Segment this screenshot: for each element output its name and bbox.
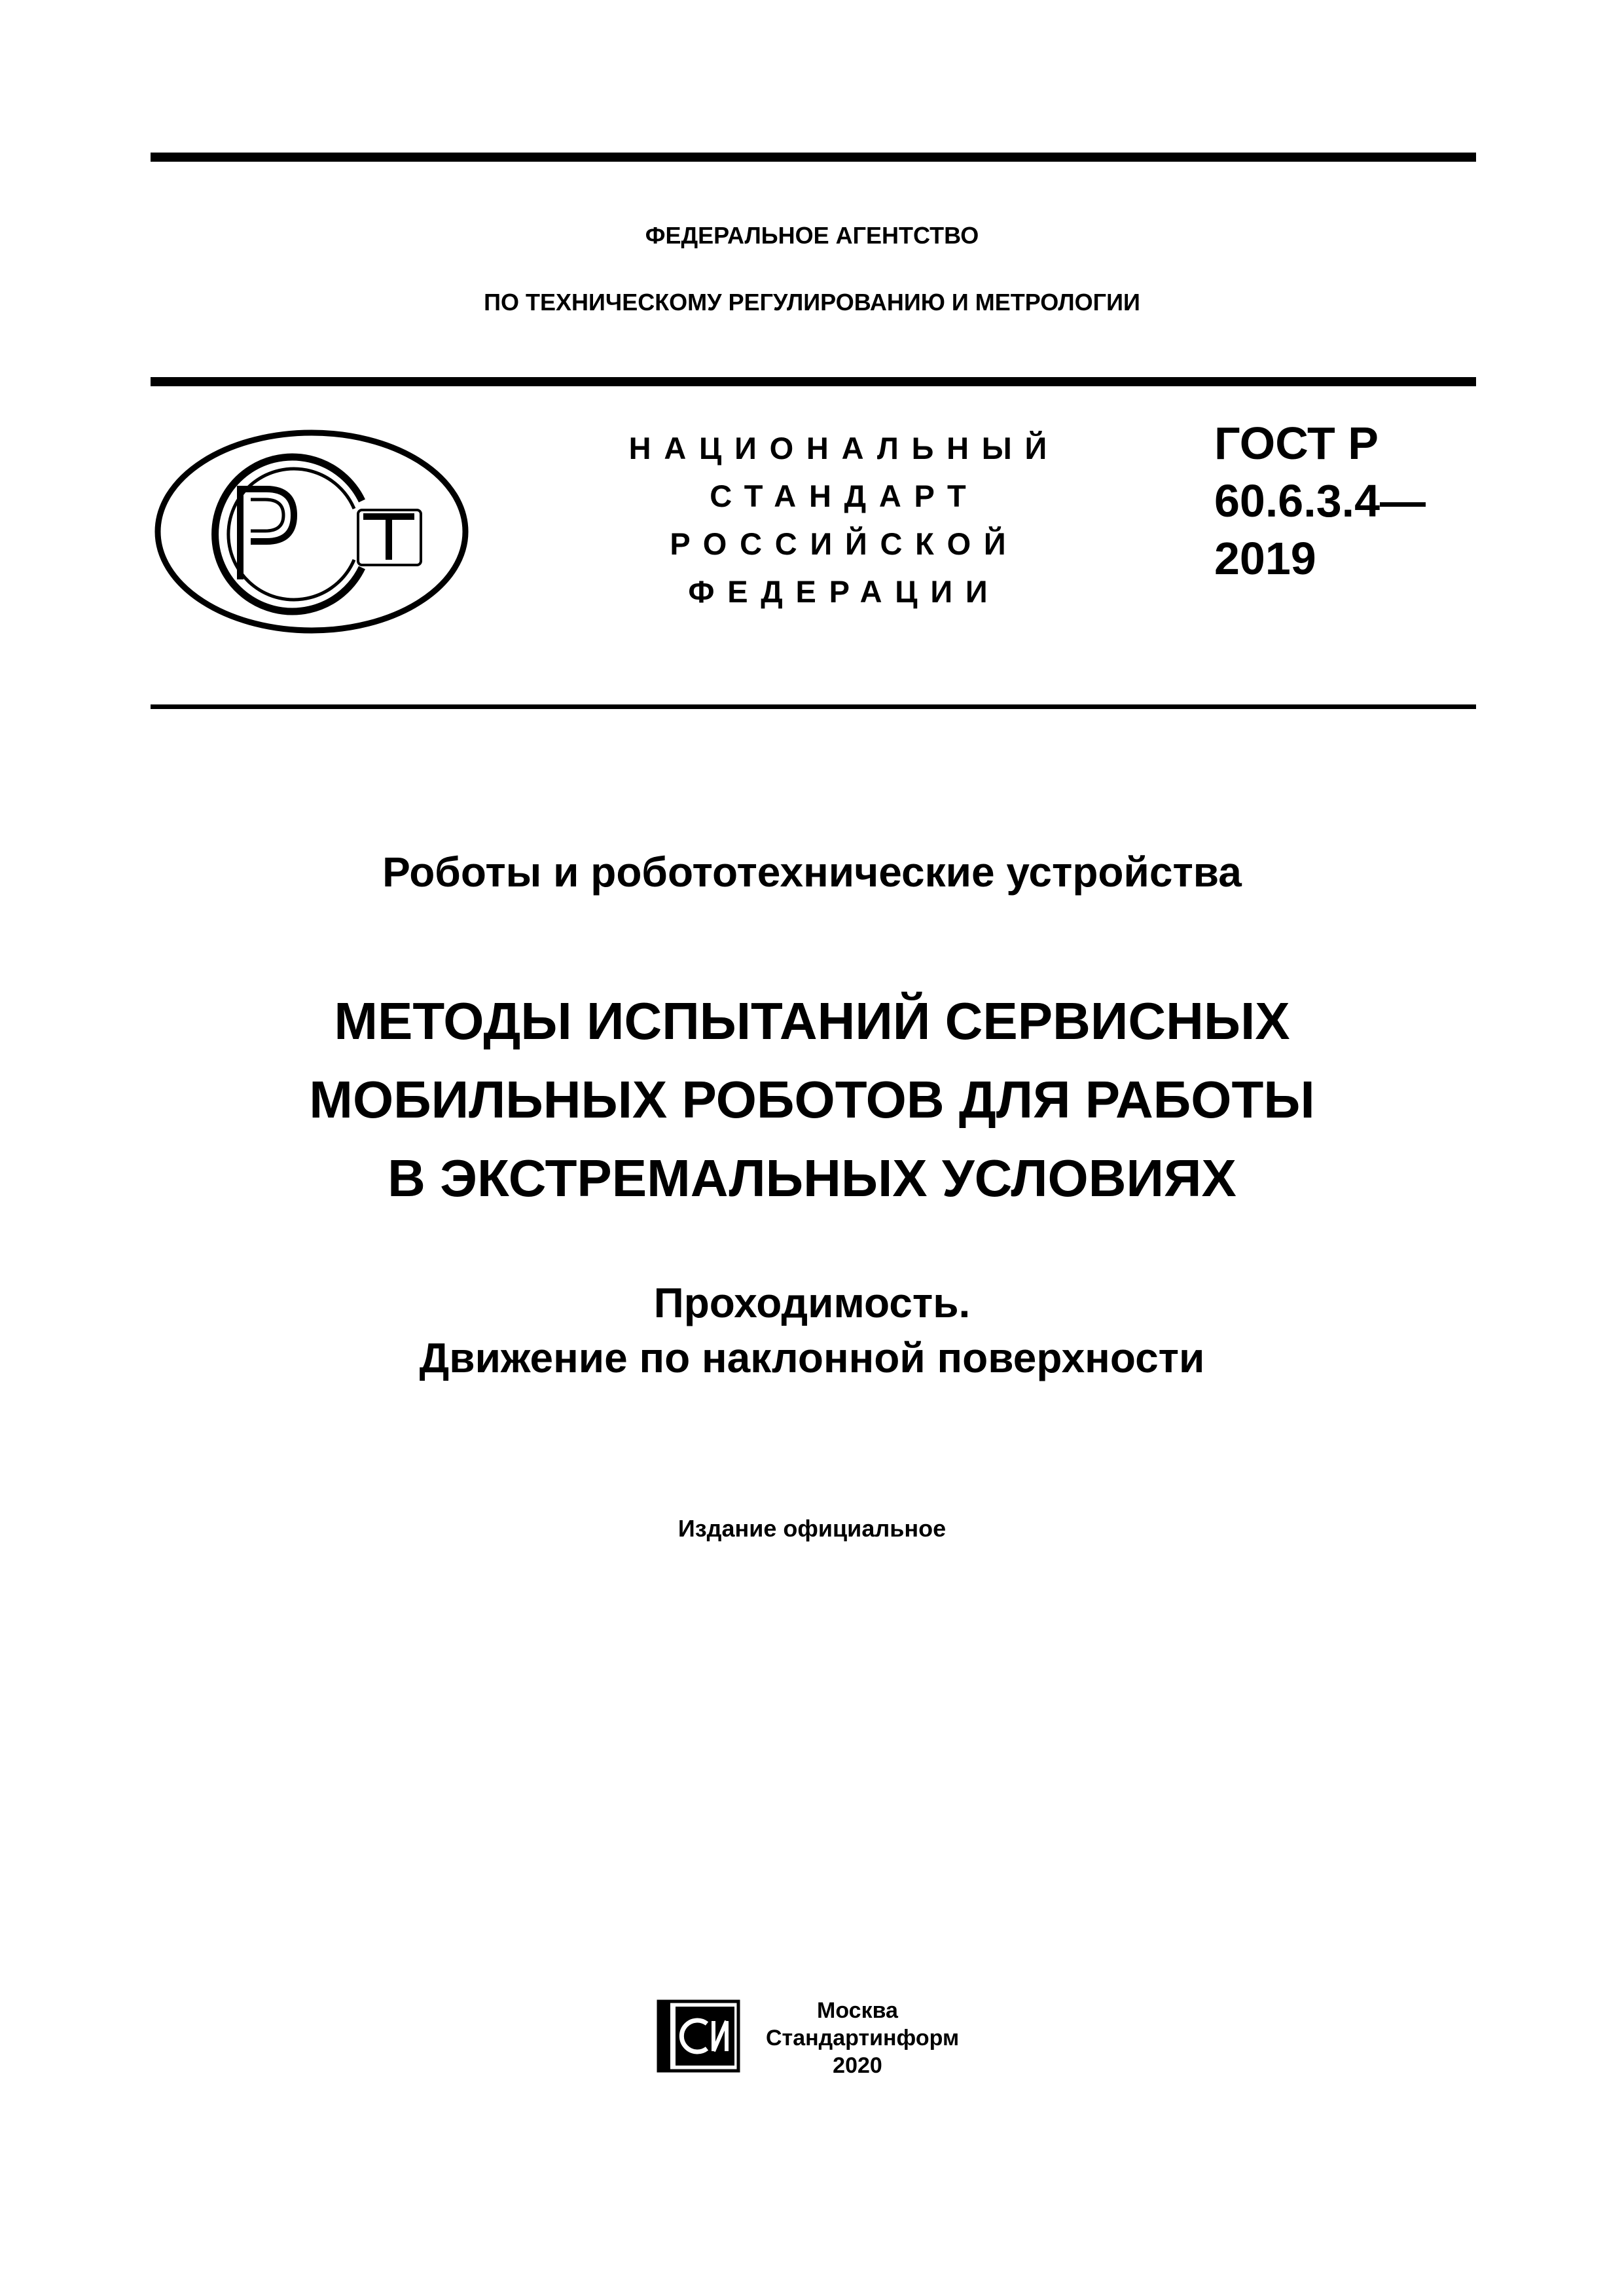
national-standard-line-2: СТАНДАРТ — [710, 479, 979, 513]
top-rule — [151, 153, 1476, 162]
lower-rule — [151, 704, 1476, 709]
standartinform-logo-icon — [656, 1999, 741, 2073]
agency-line-1: ФЕДЕРАЛЬНОЕ АГЕНТСТВО — [645, 222, 979, 249]
national-standard-line-1: НАЦИОНАЛЬНЫЙ — [628, 431, 1060, 465]
middle-rule — [151, 377, 1476, 386]
publisher-name: Стандартинформ — [766, 2026, 960, 2050]
national-standard-block — [609, 424, 1067, 615]
publisher-city: Москва — [817, 1998, 898, 2023]
standard-designation — [1214, 414, 1426, 587]
designation-line-2: 60.6.3.4— — [1214, 475, 1426, 526]
publisher-block — [766, 1997, 960, 2079]
publisher-year: 2020 — [833, 2053, 882, 2078]
series-title: Роботы и робототехнические устройства — [382, 848, 1242, 896]
national-standard-line-3: РОССИЙСКОЙ — [670, 526, 1019, 561]
rst-logo-icon — [154, 429, 469, 634]
national-standard-line-4: ФЕДЕРАЦИИ — [688, 574, 1001, 609]
designation-line-3: 2019 — [1214, 533, 1316, 584]
agency-line-2: ПО ТЕХНИЧЕСКОМУ РЕГУЛИРОВАНИЮ И МЕТРОЛОГИИ — [484, 289, 1140, 316]
subtitle-line-2: Движение по наклонной поверхности — [419, 1334, 1205, 1381]
subtitle — [0, 1275, 1624, 1385]
main-title-line-2: МОБИЛЬНЫХ РОБОТОВ ДЛЯ РАБОТЫ — [309, 1070, 1315, 1129]
designation-line-1: ГОСТ Р — [1214, 418, 1379, 469]
main-title-line-1: МЕТОДЫ ИСПЫТАНИЙ СЕРВИСНЫХ — [334, 992, 1290, 1050]
main-title-line-3: В ЭКСТРЕМАЛЬНЫХ УСЛОВИЯХ — [388, 1149, 1236, 1207]
edition-label: Издание официальное — [677, 1515, 947, 1542]
subtitle-line-1: Проходимость. — [653, 1279, 971, 1326]
main-title — [0, 982, 1624, 1218]
